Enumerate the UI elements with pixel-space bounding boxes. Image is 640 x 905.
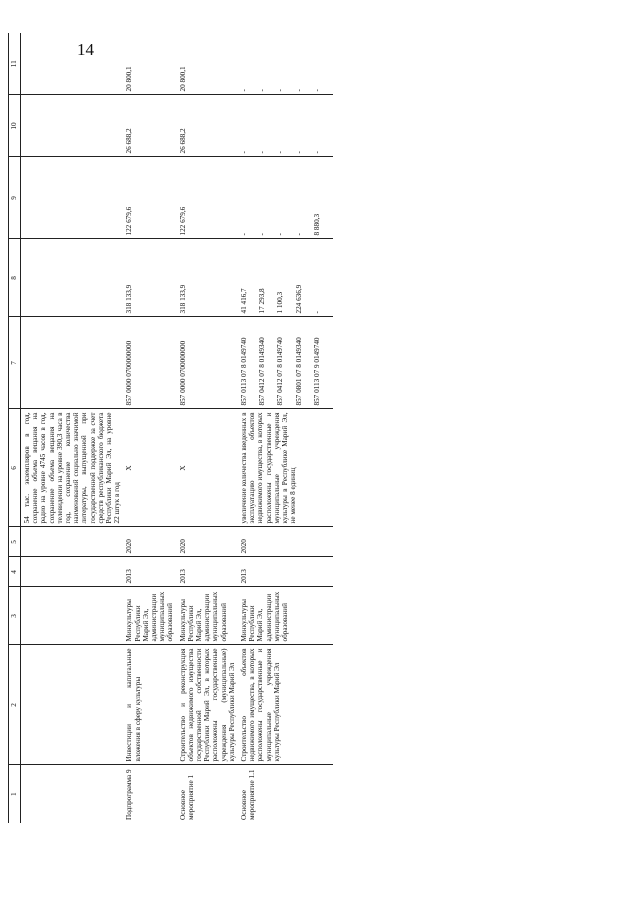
table-cell-col5: 2020	[177, 527, 238, 557]
cell-value: 857 0412 07 8 0149340	[258, 337, 267, 406]
table-cell-col7	[123, 317, 176, 409]
table-cell-col5: 2020	[123, 527, 176, 557]
cell-value: 122 679,6	[178, 206, 187, 236]
cell-value: -	[276, 233, 285, 236]
table-cell-col9	[123, 157, 176, 239]
cell-value: 857 0000 0700000000	[125, 340, 134, 406]
table-cell-col3: Минкультуры Республики Марий Эл, администрации муниципальных образований	[238, 587, 333, 645]
header-cell: 11	[9, 33, 21, 95]
table-body	[123, 33, 333, 823]
table-cell-col5: 2020	[238, 527, 333, 557]
cell-value: 1 100,3	[276, 291, 285, 314]
cell-value: 122 679,6	[125, 206, 134, 236]
header-cell: 2	[9, 645, 21, 765]
cell-value: 857 0113 07 8 0149740	[240, 337, 249, 406]
table-cell-col1: Основное мероприятие 1	[178, 774, 195, 820]
table-cell-col10	[238, 95, 333, 157]
table-cell-col11	[123, 33, 176, 95]
table-cell-col3: Минкультуры Республики Марий Эл, администрации муниципальных образований	[177, 587, 238, 645]
header-cell: 9	[9, 157, 21, 239]
cell-value: -	[312, 311, 321, 314]
cell-value: -	[240, 89, 249, 92]
program-table	[8, 33, 333, 823]
cell-value: -	[276, 89, 285, 92]
continuation-row	[21, 33, 124, 823]
table-cell-col8	[238, 239, 333, 317]
cell-value: 857 0412 07 8 0149740	[276, 337, 285, 406]
cell-value: -	[312, 89, 321, 92]
table-cell-col2: Строительство объектов недвижимого имущества, в которых расположены государственные и муниципальные учреждения культуры Республики Марий Эл	[238, 645, 333, 765]
cell-value: -	[240, 151, 249, 154]
cell-value: 318 133,9	[125, 284, 134, 314]
table-cell-col2: Инвестиции и капитальные вложения в сферу культуры	[123, 645, 176, 765]
table-cell-col7	[238, 317, 333, 409]
header-cell: 3	[9, 587, 21, 645]
header-cell: 8	[9, 239, 21, 317]
table-cell-col10	[123, 95, 176, 157]
cell-value: 20 800,1	[178, 66, 187, 92]
table-row	[123, 33, 176, 823]
cell-value: 857 0000 0700000000	[178, 340, 187, 406]
table-cell-col1: Подпрограмма 9	[125, 769, 134, 820]
table-cell-col11	[238, 33, 333, 95]
cell-value: -	[312, 151, 321, 154]
cell-value: 17 293,8	[258, 288, 267, 314]
table-cell-col6: увеличение количества введенных в эксплуатацию объектов недвижимого имущества, в которых расположены государственные и муниципальные учреждения культуры в Республике Марий Эл, не менее 8 единиц	[238, 409, 333, 527]
cell-value: 857 0801 07 8 0149340	[294, 337, 303, 406]
cell-value: 857 0113 07 9 0149740	[312, 337, 321, 406]
table-cell-col11	[177, 33, 238, 95]
table-row	[238, 33, 333, 823]
table-cell-col9	[177, 157, 238, 239]
table-cell-col6: X	[123, 409, 176, 527]
cell-value: -	[258, 233, 267, 236]
table-cell-col10	[177, 95, 238, 157]
header-row	[9, 33, 21, 823]
table-cell-col8	[177, 239, 238, 317]
cell-value: 26 688,2	[178, 128, 187, 154]
header-cell: 7	[9, 317, 21, 409]
table-row	[177, 33, 238, 823]
table-cell-col4: 2013	[123, 557, 176, 587]
cell-value: 26 688,2	[125, 128, 134, 154]
cell-value: -	[294, 151, 303, 154]
table-cell-col3: Минкультуры Республики Марий Эл, администрации муниципальных образований	[123, 587, 176, 645]
table-cell-col4: 2013	[238, 557, 333, 587]
header-cell: 5	[9, 527, 21, 557]
header-cell: 4	[9, 557, 21, 587]
cell-value: -	[258, 89, 267, 92]
table-cell-col6: X	[177, 409, 238, 527]
table-cell-col2: Строительство и реконструкция объектов недвижимого имущества государственной собственности Республики Марий Эл, в которых расположены государственные учреждения (муниципальные) культуры Республики Марий Эл	[177, 645, 238, 765]
table-cell-col4: 2013	[177, 557, 238, 587]
cell-value: -	[258, 151, 267, 154]
header-cell: 1	[9, 765, 21, 823]
table-cell-col1: Основное мероприятие 1.1	[240, 769, 257, 820]
cell-value: 318 133,9	[178, 284, 187, 314]
cell-value: 8 880,3	[312, 213, 321, 236]
continuation-text: 54 тыс. экземпляров в год, сохранение объема вещания на радио на уровне 4745 часов в год, сохранение объема вещания на телевидении на уровне 390,3 часа в год, сохранение количества наименований социально значимой литературы, выпущенной при государственной поддержке за счет средств республиканского бюджета Республики Марий Эл, на уровне 22 штук в год	[21, 409, 124, 527]
cell-value: -	[240, 233, 249, 236]
cell-value: 41 416,7	[240, 288, 249, 314]
header-cell: 10	[9, 95, 21, 157]
page-number: 14	[77, 40, 94, 59]
cell-value: -	[294, 89, 303, 92]
table-cell-col8	[123, 239, 176, 317]
cell-value: -	[294, 233, 303, 236]
table-cell-col9	[238, 157, 333, 239]
header-cell: 6	[9, 409, 21, 527]
cell-value: 20 800,1	[125, 66, 134, 92]
table-cell-col7	[177, 317, 238, 409]
cell-value: -	[276, 151, 285, 154]
cell-value: 224 636,9	[294, 284, 303, 314]
